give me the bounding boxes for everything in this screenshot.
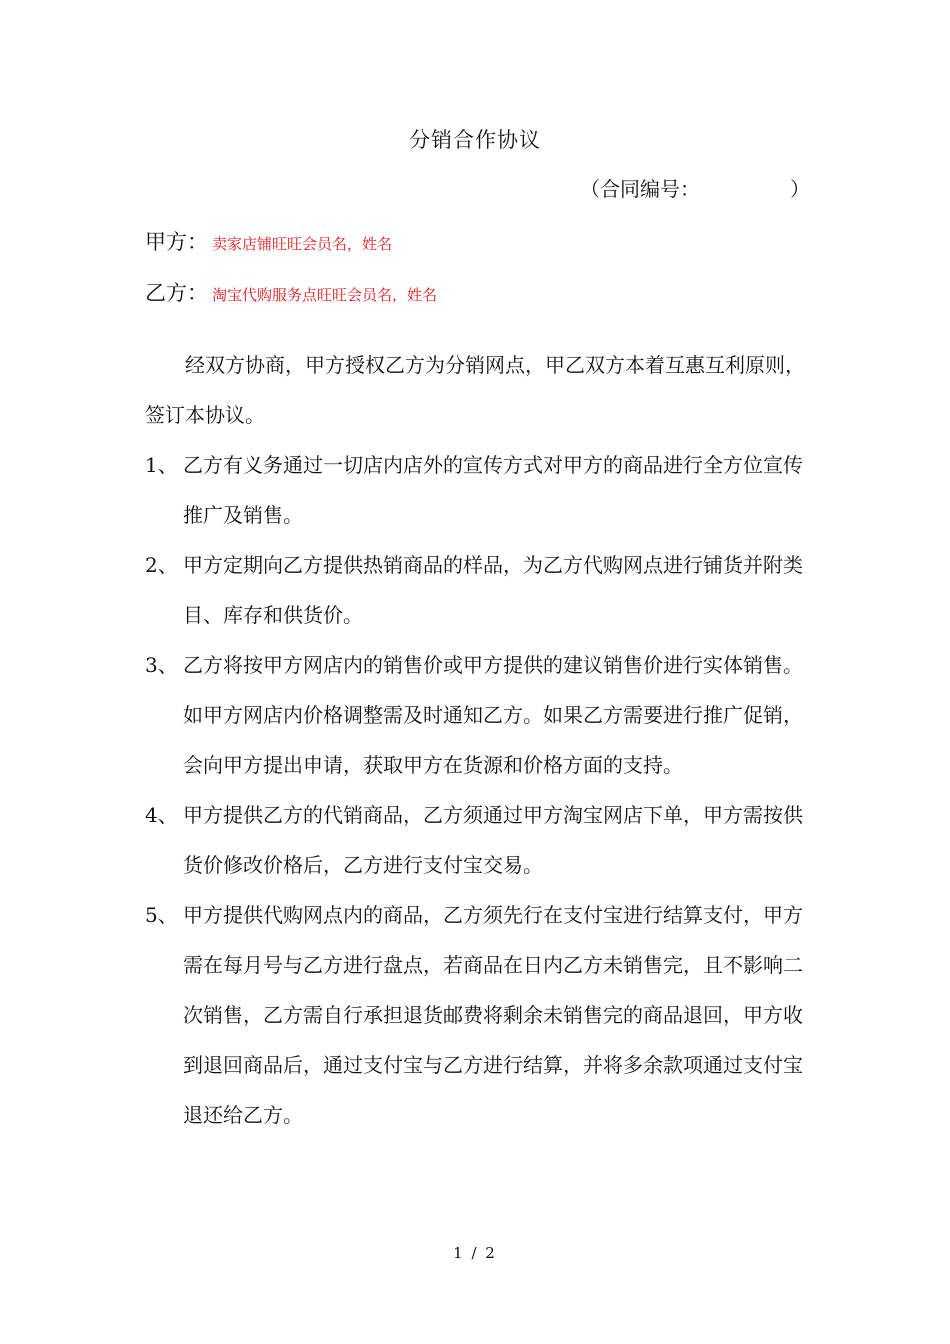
clause-number: 5、 bbox=[145, 903, 178, 927]
clause-5 bbox=[145, 890, 810, 1140]
clause-1 bbox=[145, 440, 810, 540]
party-b bbox=[145, 277, 437, 307]
party-a bbox=[145, 226, 392, 256]
clause-4 bbox=[145, 790, 810, 890]
clause-number: 4、 bbox=[145, 803, 178, 827]
party-b-value: 淘宝代购服务点旺旺会员名，姓名 bbox=[212, 286, 438, 304]
clause-number: 1、 bbox=[145, 453, 178, 477]
clause-2 bbox=[145, 540, 810, 640]
clause-text: 乙方将按甲方网店内的销售价或甲方提供的建议销售价进行实体销售。如甲方网店内价格调整需及时通知乙方。如果乙方需要进行推广促销，会向甲方提出申请，获取甲方在货源和价格方面的支持。 bbox=[183, 653, 803, 777]
clause-text: 甲方定期向乙方提供热销商品的样品，为乙方代购网点进行铺货并附类目、库存和供货价。 bbox=[183, 553, 803, 627]
page-indicator: 1 / 2 bbox=[453, 1244, 497, 1262]
party-a-label: 甲方： bbox=[145, 230, 208, 254]
clause-text: 甲方提供乙方的代销商品，乙方须通过甲方淘宝网店下单，甲方需按供货价修改价格后，乙方进行支付宝交易。 bbox=[183, 803, 803, 877]
party-b-label: 乙方： bbox=[145, 281, 208, 305]
party-a-value: 卖家店铺旺旺会员名，姓名 bbox=[212, 235, 393, 253]
clause-text: 甲方提供代购网点内的商品，乙方须先行在支付宝进行结算支付，甲方需在每月号与乙方进行盘点，若商品在日内乙方未销售完，且不影响二次销售，乙方需自行承担退货邮费将剩余未销售完的商品退回，甲方收到退回商品后，通过支付宝与乙方进行结算，并将多余款项通过支付宝退还给乙方。 bbox=[183, 903, 803, 1127]
clause-3 bbox=[145, 640, 810, 790]
clause-text: 乙方有义务通过一切店内店外的宣传方式对甲方的商品进行全方位宣传推广及销售。 bbox=[183, 453, 803, 527]
intro-paragraph: 经双方协商，甲方授权乙方为分销网点，甲乙双方本着互惠互利原则，签订本协议。 bbox=[145, 353, 805, 427]
document-title: 分销合作协议 bbox=[409, 128, 541, 152]
clause-number: 3、 bbox=[145, 653, 178, 677]
clause-number: 2、 bbox=[145, 553, 178, 577]
contract-number: （合同编号： ） bbox=[580, 177, 810, 201]
